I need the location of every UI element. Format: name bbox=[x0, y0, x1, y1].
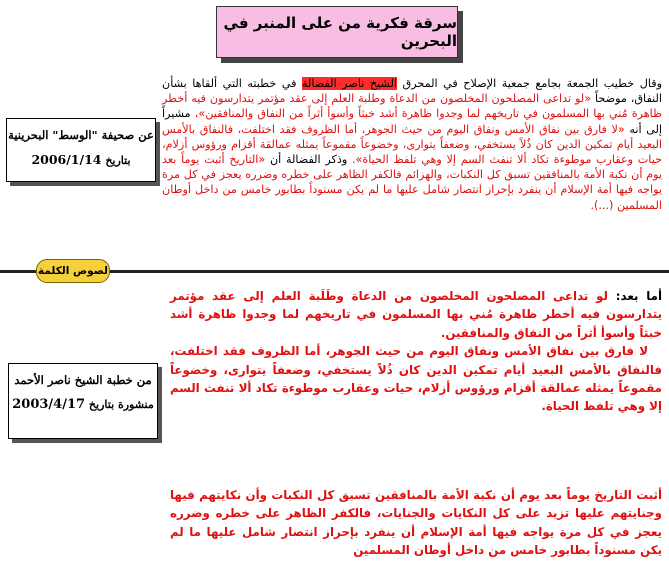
sermon-lead: أما بعد: bbox=[615, 289, 662, 303]
page-title: سرقة فكرية من على المنبر في البحرين bbox=[216, 6, 458, 58]
source-newspaper-date-prefix: بتاريخ bbox=[105, 154, 131, 167]
section-badge: لصوص الكلمة bbox=[36, 259, 110, 283]
source-newspaper-label: عن صحيفة "الوسط" البحرينية bbox=[8, 128, 154, 142]
sermon-paragraph-1: لو تداعى المصلحون المخلصون من الدعاة وطَلَبة العلم إلى عقد مؤتمر يتدارسون فيه أخطر ظاهرة مُني بها المسلمون في تاريخهم لما وجدوا ظاهرة أشد خبثاً وأسوأ أثراً من النفاق والمنافقين. bbox=[170, 289, 662, 340]
source-box-newspaper bbox=[6, 118, 156, 182]
source-sermon-label: من خطبة الشيخ ناصر الأحمد bbox=[14, 373, 152, 387]
article-mid-2: وذكر الفضالة أن bbox=[269, 153, 348, 167]
article-quote-2: «لا فارق بين نفاق الأمس ونفاق اليوم من حيث الجوهر، أما الظروف فقد اختلفت، فالنفاق بالأمس البعيد أيام تمكين الدين كان ذُلاً يستخفي، وضعفاً يتوارى، وخضوعاً مقموعاً يمثله عمالقة أقزام ورؤوس أزلام، حيات وعقارب موطوءة تكاد ألا تنفث السم إلا وهي تلفظ الحياة». bbox=[162, 122, 663, 167]
article-quote-1: «لو تداعى المصلحون المخلصون من الدعاة وطلبة العلم إلى عقد مؤتمر يتدارسون فيه أخطر ظاهرة مُني بها المسلمون في تاريخهم لما وجدوا ظاهرة أشد خبثاً وأسوأ أثراً من النفاق والمنافقين»، bbox=[162, 92, 662, 121]
article-excerpt bbox=[162, 76, 662, 213]
article-prefix: وقال خطيب الجمعة بجامع جمعية الإصلاح في المحرق bbox=[402, 77, 662, 90]
source-sermon-date: 2003/4/17 bbox=[12, 397, 86, 412]
source-sermon-date-prefix: منشورة بتاريخ bbox=[88, 398, 154, 411]
original-sermon-text bbox=[170, 287, 662, 416]
article-quote-3: «التاريخ أثبت يوماً بعد يوم أن نكبة الأمة بالمنافقين تسبق كل النكبات، والهزائم فالكفر الظاهر على خطره وضرره يعجز في كل مرة يواجه فيها أمة الإسلام أن ينفرد بإحراز انتصار شامل عليها ما لم يكن مسنوداً بطابور خامس من داخل أوطان المسلمين (...). bbox=[162, 153, 662, 212]
source-newspaper-date: 2006/1/14 bbox=[31, 152, 102, 167]
sermon-paragraph-2: لا فارق بين نفاق الأمس ونفاق اليوم من حيث الجوهر، أما الظروف فقد اختلفت، فالنفاق بالأمس البعيد أيام تمكين الدين كان ذُلاً يستخفي، وضعفاً يتوارى، وخضوعاً مقموعاً يمثله عمالقة أقزام ورؤوس أزلام، حيات وعقارب موطوءة تكاد ألا تنفث السم إلا وهي تلفظ الحياة. bbox=[170, 344, 662, 414]
highlighted-name: الشيخ ناصر الفضالة bbox=[301, 77, 397, 90]
sermon-paragraph-3: أثبت التاريخ يوماً بعد يوم أن نكبة الأمة بالمنافقين تسبق كل النكبات وأن نكايتهم فيها وجنايتهم عليها تزيد على كل النكايات والجنايات، فالكفر الظاهر على خطره وضرره يعجز في كل مرة يواجه فيها أمة الإسلام أن ينفرد بإحراز انتصار شامل عليها ما لم يكن مسنوداً بطابور خامس من داخل أوطان المسلمين bbox=[170, 488, 662, 558]
source-sermon-date-line bbox=[9, 397, 157, 412]
article-intro: في خطبته التي ألقاها بشأن النفاق، موضحاً bbox=[162, 77, 662, 106]
original-sermon-text-2 bbox=[170, 486, 662, 560]
source-newspaper-date-line bbox=[7, 152, 155, 167]
article-mid: مشيراً إلى أنه bbox=[162, 107, 662, 136]
source-box-sermon bbox=[8, 363, 158, 439]
